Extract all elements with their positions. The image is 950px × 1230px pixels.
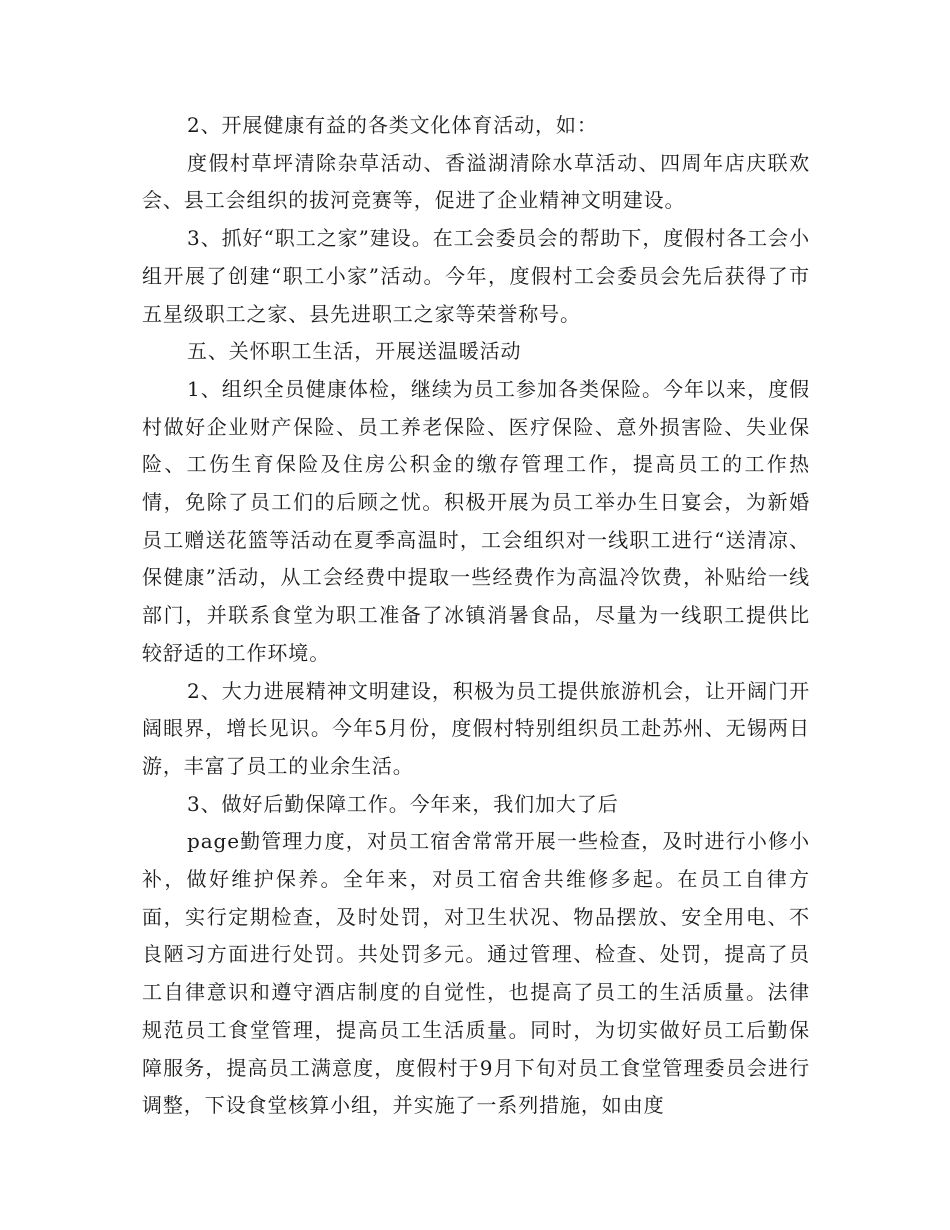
paragraph-health-insurance: 1、组织全员健康体检，继续为员工参加各类保险。今年以来，度假村做好企业财产保险、员工养老保险、医疗保险、意外损害险、失业保险、工伤生育保险及住房公积金的缴存管理工作，提高员工的工作热情，免除了员工们的后顾之忧。积极开展为员工举办生日宴会，为新婚员工赠送花篮等活动在夏季高温时，工会组织对一线职工进行“送清凉、保健康”活动，从工会经费中提取一些经费作为高温冷饮费，补贴给一线部门，并联系食堂为职工准备了冰镇消暑食品，尽量为一线职工提供比较舒适的工作环境。 bbox=[142, 376, 810, 665]
document-page bbox=[142, 107, 810, 1125]
paragraph-culture-sports-activities: 度假村草坪清除杂草活动、香溢湖清除水草活动、四周年店庆联欢会、县工会组织的拔河竞赛等，促进了企业精神文明建设。 bbox=[142, 150, 810, 213]
paragraph-logistics-management: page勤管理力度，对员工宿舍常常开展一些检查，及时进行小修小补，做好维护保养。全年来，对员工宿舍共维修多起。在员工自律方面，实行定期检查，及时处罚，对卫生状况、物品摆放、安全用电、不良陋习方面进行处罚。共处罚多元。通过管理、检查、处罚，提高了员工自律意识和遵守酒店制度的自觉性，也提高了员工的生活质量。法律规范员工食堂管理，提高员工生活质量。同时，为切实做好员工后勤保障服务，提高员工满意度，度假村于9月下旬对员工食堂管理委员会进行调整，下设食堂核算小组，并实施了一系列措施，如由度 bbox=[142, 829, 810, 1118]
paragraph-staff-home: 3、抓好“职工之家”建设。在工会委员会的帮助下，度假村各工会小组开展了创建“职工小家”活动。今年，度假村工会委员会先后获得了市五星级职工之家、县先进职工之家等荣誉称号。 bbox=[142, 226, 810, 326]
paragraph-culture-sports-heading: 2、开展健康有益的各类文化体育活动，如： bbox=[187, 113, 598, 137]
paragraph-logistics-heading: 3、做好后勤保障工作。今年来，我们加大了后 bbox=[187, 791, 619, 816]
section-heading-care-staff: 五、关怀职工生活，开展送温暖活动 bbox=[187, 339, 522, 364]
paragraph-spiritual-civilization: 2、大力进展精神文明建设，积极为员工提供旅游机会，让开阔门开阔眼界，增长见识。今年5月份，度假村特别组织员工赴苏州、无锡两日游，丰富了员工的业余生活。 bbox=[142, 678, 810, 778]
